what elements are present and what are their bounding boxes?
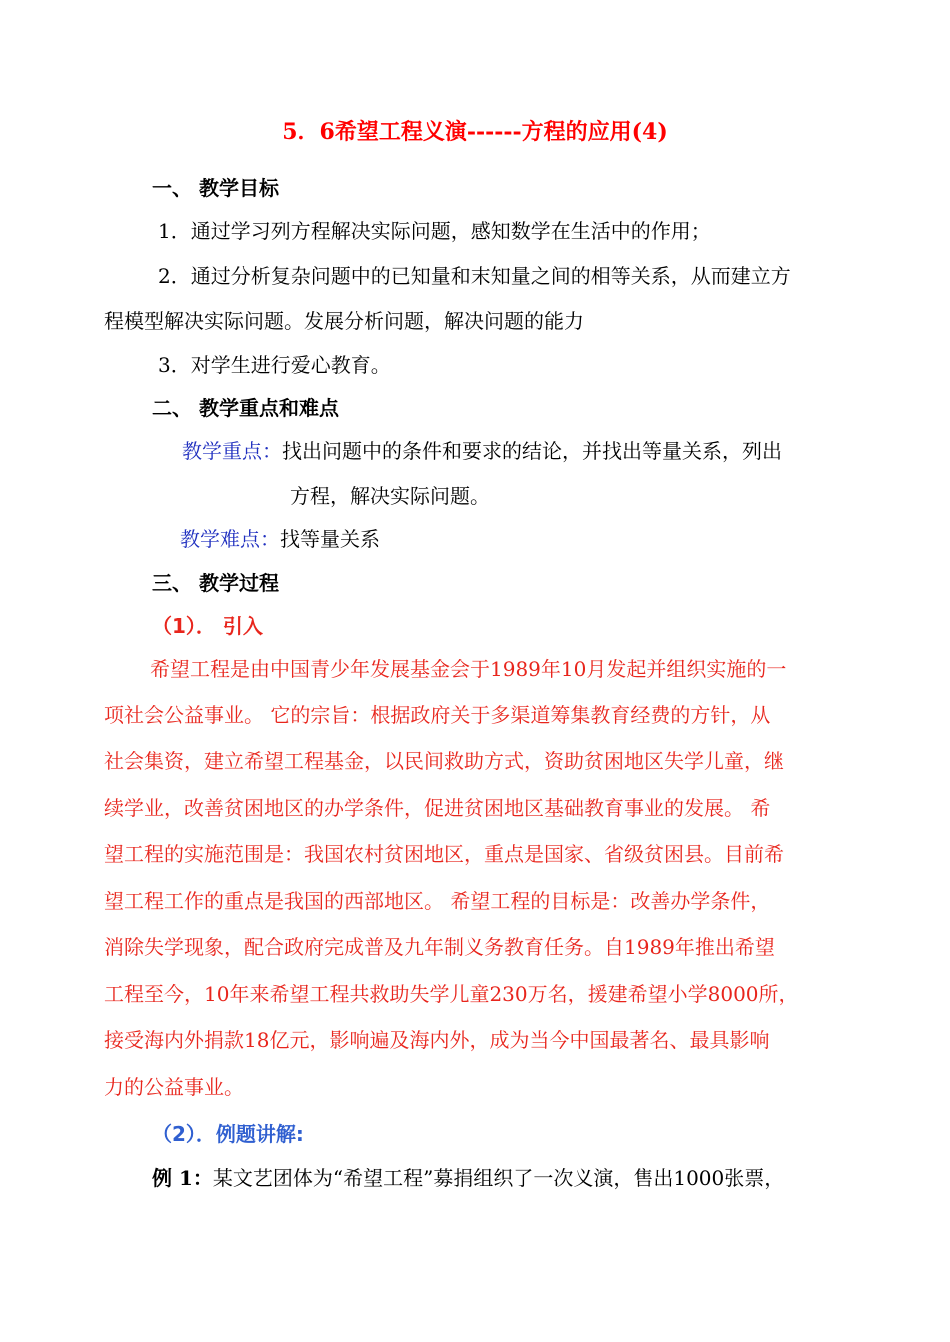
intro-paragraph-line-9: 接受海内外捐款18亿元，影响遍及海内外，成为当今中国最著名、最具影响 (104, 1028, 770, 1052)
intro-paragraph-line-2: 项社会公益事业。 它的宗旨：根据政府关于多渠道筹集教育经费的方针，从 (104, 703, 771, 727)
difficulty-row (180, 525, 380, 553)
goal-item-2: 2．通过分析复杂问题中的已知量和末知量之间的相等关系，从而建立方 (158, 264, 791, 288)
key-point-text-continued: 方程，解决实际问题。 (290, 484, 490, 508)
intro-paragraph-line-1: 希望工程是由中国青少年发展基金会于1989年10月发起并组织实施的一 (150, 657, 787, 681)
example-heading: （2）．例题讲解: (152, 1122, 304, 1146)
example-1-label: 例 1： (152, 1166, 213, 1190)
key-point-label: 教学重点： (182, 439, 282, 463)
intro-paragraph-line-3: 社会集资，建立希望工程基金，以民间救助方式，资助贫困地区失学儿童，继 (104, 749, 784, 773)
intro-heading: （1）． 引入 (152, 614, 263, 638)
intro-paragraph-line-8: 工程至今，10年来希望工程共救助失学儿童230万名，援建希望小学8000所， (104, 982, 799, 1006)
intro-paragraph-line-7: 消除失学现象，配合政府完成普及九年制义务教育任务。自1989年推出希望 (104, 935, 775, 959)
goal-item-1: 1．通过学习列方程解决实际问题，感知数学在生活中的作用； (158, 219, 711, 243)
difficulty-text: 找等量关系 (280, 527, 380, 551)
section-heading-process: 三、 教学过程 (152, 571, 279, 595)
goal-item-3: 3．对学生进行爱心教育。 (158, 353, 391, 377)
intro-paragraph-line-4: 续学业，改善贫困地区的办学条件，促进贫困地区基础教育事业的发展。 希 (104, 796, 771, 820)
difficulty-label: 教学难点： (180, 527, 280, 551)
section-heading-key-points: 二、 教学重点和难点 (152, 396, 339, 420)
example-1-text: 某文艺团体为“希望工程”募捐组织了一次义演，售出1000张票， (212, 1166, 785, 1190)
intro-paragraph-line-5: 望工程的实施范围是：我国农村贫困地区，重点是国家、省级贫困县。目前希 (104, 842, 784, 866)
key-point-text: 找出问题中的条件和要求的结论，并找出等量关系，列出 (282, 439, 782, 463)
key-point-row (182, 437, 782, 465)
example-1-row (152, 1164, 784, 1192)
goal-item-2-continued: 程模型解决实际问题。发展分析问题，解决问题的能力 (104, 309, 584, 333)
page-title: 5．6希望工程义演------方程的应用(4) (282, 119, 668, 145)
section-heading-goals: 一、 教学目标 (152, 176, 279, 200)
intro-paragraph-line-10: 力的公益事业。 (104, 1075, 244, 1099)
intro-paragraph-line-6: 望工程工作的重点是我国的西部地区。 希望工程的目标是：改善办学条件， (104, 889, 771, 913)
